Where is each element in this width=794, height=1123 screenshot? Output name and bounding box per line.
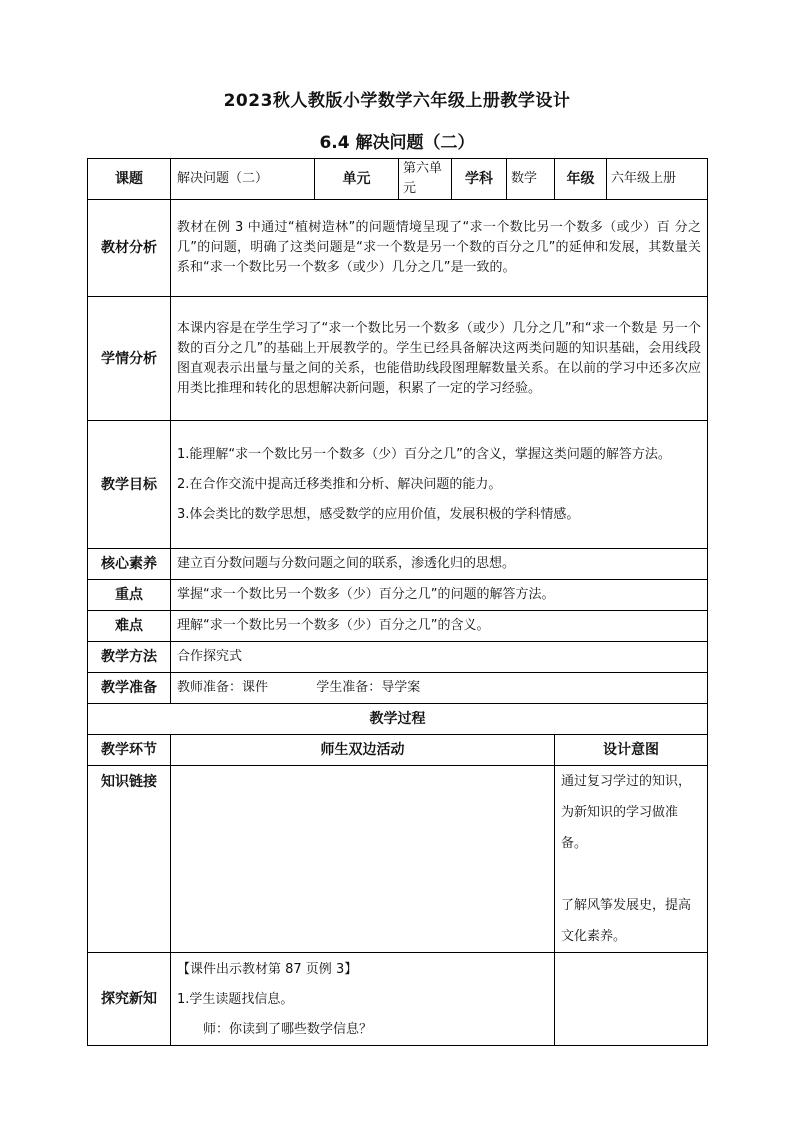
textbook-label: 教材分析 [88, 200, 171, 297]
activity-cell [171, 953, 555, 1046]
stage-cell: 探究新知 [88, 953, 171, 1046]
difficult-row [88, 611, 708, 642]
activity-line: 1.学生读题找信息。 [177, 992, 294, 1007]
prep-label: 教学准备 [88, 673, 171, 704]
info-row [88, 159, 708, 200]
grade-value: 六年级上册 [607, 159, 708, 200]
method-row [88, 642, 708, 673]
process-header-row [88, 735, 708, 766]
learner-row [88, 297, 708, 421]
core-label: 核心素养 [88, 549, 171, 580]
goal-item: 2.在合作交流中提高迁移类推和分析、解决问题的能力。 [177, 476, 502, 492]
process-title-row [88, 704, 708, 735]
goals-list [171, 421, 708, 549]
activity-cell [171, 766, 555, 953]
goal-item: 1.能理解“求一个数比另一个数多（少）百分之几”的含义，掌握这类问题的解答方法。 [177, 446, 671, 462]
method-label: 教学方法 [88, 642, 171, 673]
stage-header: 教学环节 [88, 735, 171, 766]
goal-item: 3.体会类比的数学思想，感受数学的应用价值，发展积极的学科情感。 [177, 506, 580, 522]
core-row [88, 549, 708, 580]
intent-cell [555, 953, 708, 1046]
intent-line: 通过复习学过的知识，为新知识的学习做准备。 [561, 774, 692, 851]
key-text: 掌握“求一个数比另一个数多（少）百分之几”的问题的解答方法。 [171, 580, 708, 611]
process-title: 教学过程 [88, 704, 708, 735]
activity-header: 师生双边活动 [171, 735, 555, 766]
document-title: 2023秋人教版小学数学六年级上册教学设计 [223, 91, 571, 111]
goals-label: 教学目标 [88, 421, 171, 549]
unit-value: 第六单元 [399, 159, 452, 200]
activity-line: 师：你读到了哪些数学信息？ [203, 1022, 373, 1037]
lesson-plan-table [87, 158, 708, 1046]
lesson-subtitle: 6.4 解决问题（二） [319, 133, 475, 153]
key-label: 重点 [88, 580, 171, 611]
unit-label: 单元 [315, 159, 399, 200]
prep-row [88, 673, 708, 704]
intent-line: 了解风筝发展史，提高文化素养。 [561, 898, 692, 944]
key-row [88, 580, 708, 611]
learner-text: 本课内容是在学生学习了“求一个数比另一个数多（或少）几分之几”和“求一个数是 另一个数的百分之几”的基础上开展教学的。学生已经具备解决这两类问题的知识基础，会用线段图直观表示出量与量之间的关系，也能借助线段图理解数量关系。在以前的学习中还多次应用类比推理和转化的思想解决新问题，积累了一定的学习经验。 [171, 297, 708, 421]
method-text: 合作探究式 [171, 642, 708, 673]
learner-label: 学情分析 [88, 297, 171, 421]
difficult-text: 理解“求一个数比另一个数多（少）百分之几”的含义。 [171, 611, 708, 642]
textbook-row [88, 200, 708, 297]
subject-value: 数学 [507, 159, 555, 200]
textbook-text: 教材在例 3 中通过“植树造林”的问题情境呈现了“求一个数比另一个数多（或少）百 分之几”的问题，明确了这类问题是“求一个数是另一个数的百分之几”的延伸和发展，其数量关系和“求一个数比另一个数多（或少）几分之几”是一致的。 [171, 200, 708, 297]
topic-value: 解决问题（二） [171, 159, 315, 200]
core-text: 建立百分数问题与分数问题之间的联系，渗透化归的思想。 [171, 549, 708, 580]
intent-cell [555, 766, 708, 953]
stage-cell: 知识链接 [88, 766, 171, 953]
process-row-explore [88, 953, 708, 1046]
difficult-label: 难点 [88, 611, 171, 642]
teacher-prep: 教师准备：课件 [177, 680, 269, 695]
process-row-knowledge [88, 766, 708, 953]
subject-label: 学科 [452, 159, 507, 200]
goals-row [88, 421, 708, 549]
activity-line: 【课件出示教材第 87 页例 3】 [177, 962, 358, 977]
student-prep: 学生准备：导学案 [316, 680, 421, 695]
prep-text [171, 673, 708, 704]
grade-label: 年级 [555, 159, 607, 200]
intent-header: 设计意图 [555, 735, 708, 766]
topic-label: 课题 [88, 159, 171, 200]
